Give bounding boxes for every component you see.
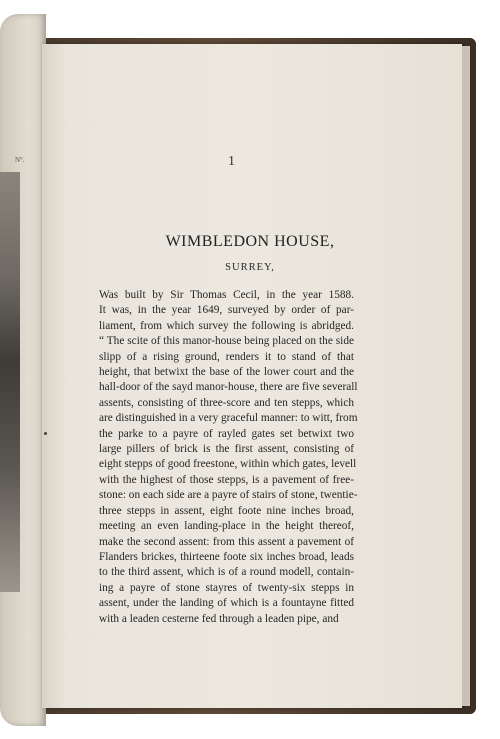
text-line: with the highest of those stepps, is a pavement of free- xyxy=(99,473,354,486)
plate-number: N°. xyxy=(15,156,25,164)
text-line: eight stepps of good freestone, within which gates, levell xyxy=(99,458,357,471)
text-line: large pillers of brick is the first assent, consisting of xyxy=(99,443,354,456)
text-line: make the second assent: from this assent a pavement of xyxy=(99,535,354,548)
chapter-subtitle: SURREY, xyxy=(225,262,275,273)
text-line: hall-door of the sayd manor-house, there are five severall xyxy=(99,381,358,394)
text-line: to the third assent, which is of a round modell, contain- xyxy=(99,566,354,579)
text-line: slipp of a rising ground, renders it to stand of that xyxy=(99,350,354,363)
page-edges xyxy=(462,46,470,706)
text-line: assent, under the landing of which is a fountayne fitted xyxy=(99,597,354,610)
text-line: Flanders brickes, thirteene foote six inches broad, leads xyxy=(99,550,354,563)
text-line: three stepps in assent, eight foote nine inches broad, xyxy=(99,504,354,517)
text-line: “ The scite of this manor-house being placed on the side xyxy=(99,335,354,348)
text-line: Was built by Sir Thomas Cecil, in the year 1588. xyxy=(99,289,354,301)
text-line: ing a payre of stone stayres of twenty-six stepps in xyxy=(99,581,354,594)
text-line: stone: on each side are a payre of stairs of stone, twentie- xyxy=(99,489,358,502)
body-paragraph xyxy=(99,288,358,627)
page-mark xyxy=(44,432,47,435)
frontispiece-page xyxy=(0,14,46,726)
text-line: are distinguished in a very graceful manner: to witt, from xyxy=(99,412,358,425)
text-line: assents, consisting of three-score and ten stepps, which xyxy=(99,396,354,409)
text-line: the parke to a payre of rayled gates set betwixt two xyxy=(99,427,354,440)
text-line: It was, in the year 1649, surveyed by order of par- xyxy=(99,304,354,317)
text-line: meeting an even landing-place in the height thereof, xyxy=(99,520,354,533)
text-line: with a leaden cesterne fed through a leaden pipe, and xyxy=(99,612,339,625)
text-line: liament, from which survey the following is abridged. xyxy=(99,319,354,332)
text-line: height, that betwixt the base of the lower court and the xyxy=(99,366,354,379)
chapter-title: WIMBLEDON HOUSE, xyxy=(165,233,335,250)
signature-mark: 1 xyxy=(228,154,235,169)
